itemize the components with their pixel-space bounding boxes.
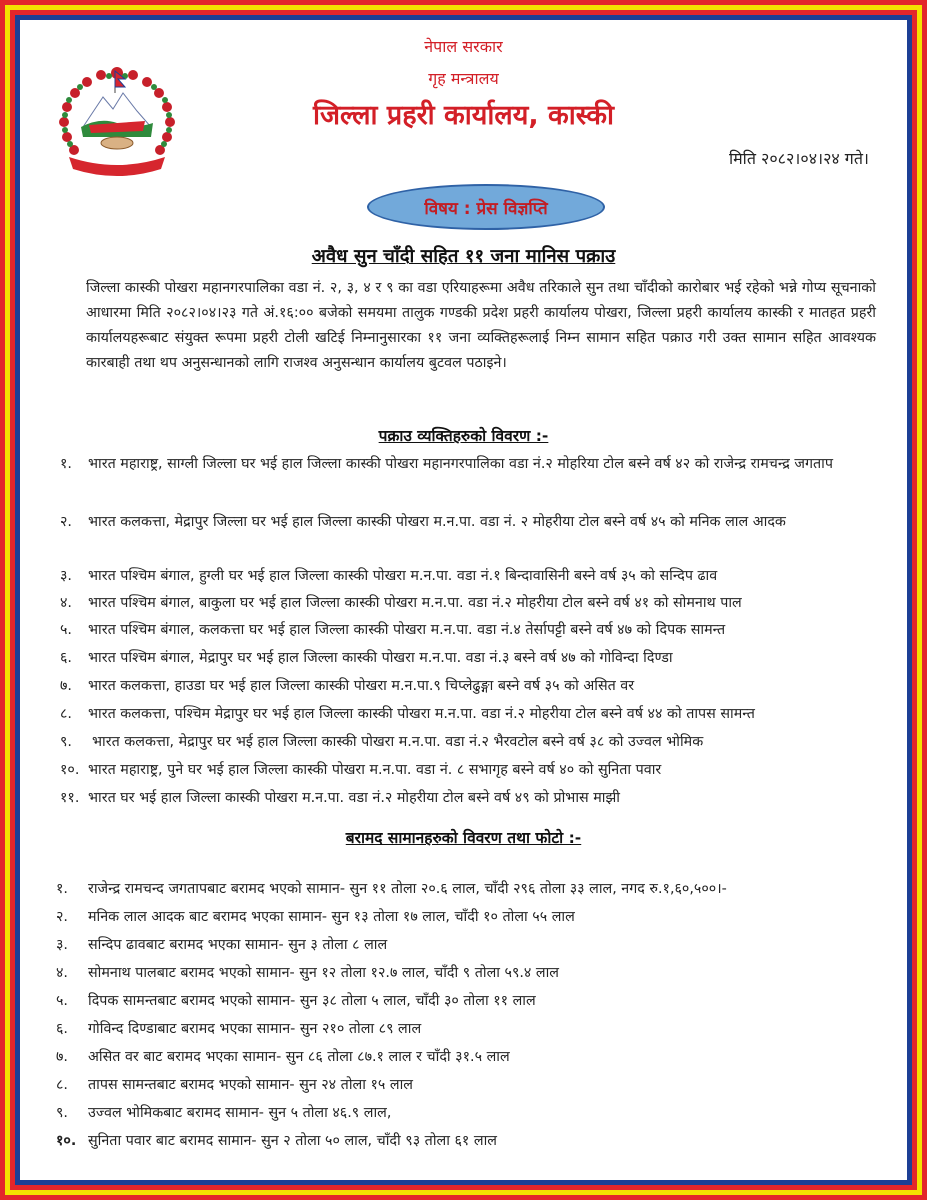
- item-text: राजेन्द्र रामचन्द जगतापबाट बरामद भएको सामान- सुन ११ तोला २०.६ लाल, चाँदी २९६ तोला ३३ लाल, नगद रु.१,६०,५००।-: [88, 881, 727, 897]
- subject-oval: [367, 184, 605, 230]
- seized-section-title-text: बरामद सामानहरुको विवरण तथा फोटो :-: [345, 829, 582, 847]
- item-number: ७.: [56, 1049, 68, 1065]
- list-item: [56, 1044, 906, 1070]
- item-number: ४.: [56, 965, 68, 981]
- item-number: ५.: [60, 622, 72, 638]
- list-item: [56, 1016, 906, 1042]
- list-item: [60, 785, 890, 811]
- item-text: भारत कलकत्ता, पश्चिम मेद्रापुर घर भई हाल जिल्ला कास्की पोखरा म.न.पा. वडा नं.२ मोहरीया टोल बस्ने वर्ष ४४ को तापस सामन्त: [88, 706, 755, 722]
- item-number: ५.: [56, 993, 68, 1009]
- item-number: ३.: [56, 937, 68, 953]
- list-item: [60, 451, 870, 477]
- list-item: [60, 757, 890, 783]
- item-text: उज्वल भोमिकबाट बरामद सामान- सुन ५ तोला ४६.९ लाल,: [88, 1105, 392, 1121]
- item-text: सुनिता पवार बाट बरामद सामान- सुन २ तोला ५० लाल, चाँदी ९३ तोला ६१ लाल: [88, 1133, 497, 1149]
- list-item: [60, 509, 870, 535]
- list-item: [56, 988, 906, 1014]
- item-text: सन्दिप ढावबाट बरामद भएका सामान- सुन ३ तोला ८ लाल: [88, 937, 388, 953]
- list-item: [56, 904, 906, 930]
- list-item: [56, 932, 906, 958]
- body-paragraph: जिल्ला कास्की पोखरा महानगरपालिका वडा नं. २, ३, ४ र ९ का वडा एरियाहरूमा अवैध तरिकाले सुन तथा चाँदीको कारोबार भई रहेको भन्ने गोप्य सूचनाको आधारमा मिति २०८२।०४।२३ गते अं.१६:०० बजेको समयमा तालुक गण्डकी प्रदेश प्रहरी कार्यालय पोखरा, जिल्ला प्रहरी कार्यालय कास्की र मातहत प्रहरी कार्यालयहरूबाट संयुक्त रूपमा प्रहरी टोली खटिई निम्नानुसारका ११ जना व्यक्तिहरूलाई निम्न सामान सहित पक्राउ गरी उक्त सामान सहित आवश्यक कारबाही तथा थप अनुसन्धानको लागि राजश्व अनुसन्धान कार्यालय बुटवल पठाइने।: [86, 280, 876, 371]
- arrested-section-title: [0, 424, 927, 446]
- arrested-section-title-text: पक्राउ व्यक्तिहरुको विवरण :-: [378, 427, 549, 445]
- seized-section-title: [0, 826, 927, 848]
- item-number: ९.: [60, 734, 72, 750]
- list-item: [56, 876, 906, 902]
- item-number: ६.: [56, 1021, 68, 1037]
- subject-label: विषय : प्रेस विज्ञप्ति: [424, 198, 548, 219]
- item-text: भारत कलकत्ता, हाउडा घर भई हाल जिल्ला कास्की पोखरा म.न.पा.९ चिप्लेढुङ्गा बस्ने वर्ष ३५ को असित वर: [88, 678, 635, 694]
- government-name: नेपाल सरकार: [424, 37, 503, 56]
- list-item: [60, 701, 900, 727]
- item-text: सोमनाथ पालबाट बरामद भएको सामान- सुन १२ तोला १२.७ लाल, चाँदी ९ तोला ५९.४ लाल: [88, 965, 560, 981]
- item-text: भारत महाराष्ट्र, पुने घर भई हाल जिल्ला कास्की पोखरा म.न.पा. वडा नं. ८ सभागृह बस्ने वर्ष ४० को सुनिता पवार: [88, 762, 662, 778]
- list-item: [60, 645, 890, 671]
- office-title: जिल्ला प्रहरी कार्यालय, कास्की: [312, 100, 614, 131]
- document-date: मिति २०८२।०४।२४ गते।: [728, 149, 869, 168]
- item-text: भारत पश्चिम बंगाल, हुग्ली घर भई हाल जिल्ला कास्की पोखरा म.न.पा. वडा नं.१ बिन्दावासिनी बस्ने वर्ष ३५ को सन्दिप ढाव: [88, 568, 718, 584]
- item-number: ८.: [56, 1077, 68, 1093]
- item-number: ११.: [60, 790, 80, 806]
- item-number: १०.: [60, 762, 80, 778]
- item-number: १०.: [56, 1133, 77, 1149]
- item-text: गोविन्द दिण्डाबाट बरामद भएका सामान- सुन २१० तोला ८९ लाल: [88, 1021, 422, 1037]
- list-item: [60, 673, 890, 699]
- item-text: असित वर बाट बरामद भएका सामान- सुन ८६ तोला ८७.१ लाल र चाँदी ३१.५ लाल: [88, 1049, 510, 1065]
- item-number: ६.: [60, 650, 72, 666]
- item-number: ४.: [60, 595, 72, 611]
- list-item: [60, 729, 890, 755]
- item-text: भारत महाराष्ट्र, साग्ली जिल्ला घर भई हाल जिल्ला कास्की पोखरा महानगरपालिका वडा नं.२ मोहरिया टोल बस्ने वर्ष ४२ को राजेन्द्र रामचन्द्र जगताप: [88, 456, 834, 472]
- item-text: भारत पश्चिम बंगाल, मेद्रापुर घर भई हाल जिल्ला कास्की पोखरा म.न.पा. वडा नं.३ बस्ने वर्ष ४७ को गोविन्दा दिण्डा: [88, 650, 673, 666]
- item-text: भारत पश्चिम बंगाल, बाकुला घर भई हाल जिल्ला कास्की पोखरा म.न.पा. वडा नं.२ मोहरीया टोल बस्ने वर्ष ४१ को सोमनाथ पाल: [88, 595, 742, 611]
- item-text: भारत घर भई हाल जिल्ला कास्की पोखरा म.न.पा. वडा नं.२ मोहरीया टोल बस्ने वर्ष ४९ को प्रोभास माझी: [88, 790, 621, 806]
- item-text: भारत कलकत्ता, मेद्रापुर जिल्ला घर भई हाल जिल्ला कास्की पोखरा म.न.पा. वडा नं. २ मोहरीया टोल बस्ने वर्ष ४५ को मनिक लाल आदक: [88, 514, 786, 530]
- item-number: ८.: [60, 706, 72, 722]
- headline-text: अवैध सुन चाँदी सहित ११ जना मानिस पक्राउ: [311, 246, 616, 267]
- item-text: भारत कलकत्ता, मेद्रापुर घर भई हाल जिल्ला कास्की पोखरा म.न.पा. वडा नं.२ भैरवटोल बस्ने वर्ष ३८ को उज्वल भोमिक: [92, 734, 704, 750]
- item-number: १.: [56, 881, 68, 897]
- list-item: [56, 960, 906, 986]
- item-number: २.: [60, 514, 72, 530]
- list-item: [60, 590, 890, 616]
- headline: [0, 243, 927, 268]
- item-text: भारत पश्चिम बंगाल, कलकत्ता घर भई हाल जिल्ला कास्की पोखरा म.न.पा. वडा नं.४ तेर्सापट्टी बस्ने वर्ष ४७ को दिपक सामन्त: [88, 622, 726, 638]
- item-text: दिपक सामन्तबाट बरामद भएको सामान- सुन ३८ तोला ५ लाल, चाँदी ३० तोला ११ लाल: [88, 993, 536, 1009]
- list-item: [56, 1072, 906, 1098]
- list-item: [60, 563, 890, 589]
- item-number: ३.: [60, 568, 72, 584]
- item-number: ७.: [60, 678, 72, 694]
- item-number: २.: [56, 909, 68, 925]
- item-text: तापस सामन्तबाट बरामद भएको सामान- सुन २४ तोला १५ लाल: [88, 1077, 413, 1093]
- item-number: १.: [60, 456, 72, 472]
- item-text: मनिक लाल आदक बाट बरामद भएका सामान- सुन १३ तोला १७ लाल, चाँदी १० तोला ५५ लाल: [88, 909, 575, 925]
- list-item: [56, 1128, 906, 1154]
- list-item: [60, 617, 890, 643]
- list-item: [56, 1100, 906, 1126]
- item-number: ९.: [56, 1105, 68, 1121]
- ministry-name: गृह मन्त्रालय: [428, 69, 499, 88]
